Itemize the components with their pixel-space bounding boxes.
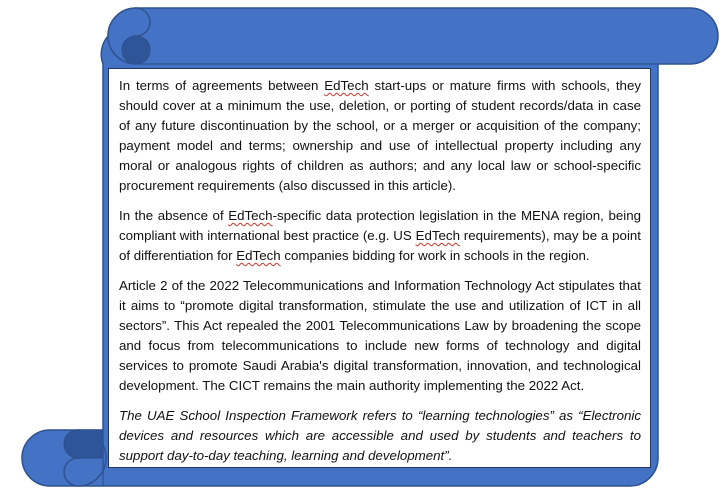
text-run: In the absence of xyxy=(119,208,229,223)
text-run: requirements), may be a point of differentiation for xyxy=(119,228,641,263)
scroll-bottom-curl-shadow xyxy=(64,430,103,458)
scroll-top-curl-shadow xyxy=(122,36,150,64)
paragraph-data-protection xyxy=(119,206,641,266)
text-run: -specific data protection legislation in the MENA region, being compliant with international best practice (e.g. US xyxy=(119,208,641,243)
paragraph-uae-framework xyxy=(119,406,641,466)
text-run: The UAE School Inspection Framework refers to “learning technologies” as “Electronic devices and resources which are accessible and used by students and teachers to support day-to-day teaching, learning and development”. xyxy=(119,408,641,463)
spellcheck-flagged-word: EdTech xyxy=(324,78,369,93)
spellcheck-flagged-word: EdTech xyxy=(228,208,273,223)
text-run: start-ups or mature firms with schools, they should cover at a minimum the use, deletion, or porting of student records/data in case of any future discontinuation by the school, or a merger or acquisition of the company; payment model and terms; ownership and use of intellectual property including any moral or analogous rights of children as authors; and any local law or school-specific procurement requirements (also discussed in this article). xyxy=(119,78,641,193)
spellcheck-flagged-word: EdTech xyxy=(415,228,460,243)
text-box xyxy=(108,68,651,468)
paragraph-edtech-agreements xyxy=(119,76,641,196)
spellcheck-flagged-word: EdTech xyxy=(236,248,281,263)
text-run: Article 2 of the 2022 Telecommunications and Information Technology Act stipulates that it aims to “promote digital transformation, stimulate the use and utilization of ICT in all sectors”. This Act repealed the 2001 Telecommunications Law by broadening the scope and focus from telecommunications to include new forms of technology and digital services to promote Saudi Arabia's digital transformation, innovation, and technological development. The CICT remains the main authority implementing the 2022 Act. xyxy=(119,278,641,393)
text-run: In terms of agreements between xyxy=(119,78,325,93)
paragraph-telecom-act xyxy=(119,276,641,396)
text-run: companies bidding for work in schools in the region. xyxy=(280,248,590,263)
